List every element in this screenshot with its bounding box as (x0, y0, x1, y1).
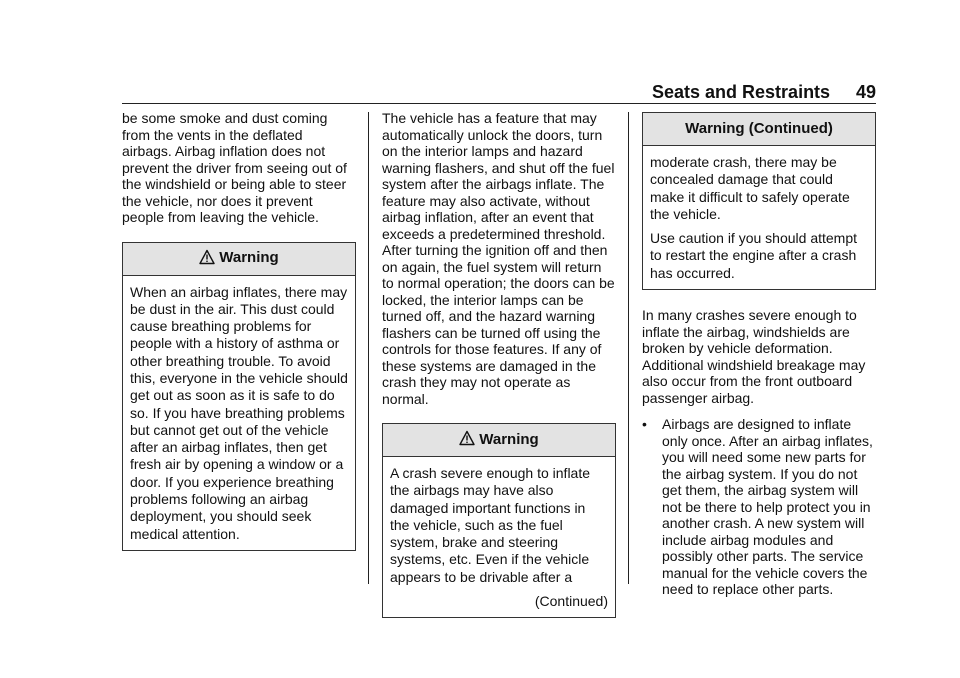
warning-body (643, 146, 875, 289)
warning-triangle-icon (459, 430, 475, 446)
body-paragraph: The vehicle has a feature that may automatically unlock the doors, turn on the interior lamps and hazard warning flashers, and shut off the fuel system after the airbags inflate. The feature may also activate, without airbag inflation, after an event that exceeds a predetermined threshold. After turning the ignition off and then on again, the fuel system will return to normal operation; the doors can be locked, the interior lamps can be turned off, and the hazard warning flashers can be turned off using the controls for those features. If any of these systems are damaged in the crash they may not operate as normal. (382, 110, 615, 407)
column-3 (642, 112, 876, 598)
header-rule (122, 103, 876, 104)
warning-header (123, 243, 355, 276)
warning-box (122, 242, 356, 551)
bullet-marker: • (642, 416, 647, 433)
warning-text: Use caution if you should attempt to restart the engine after a crash has occurred. (650, 230, 858, 281)
section-title: Seats and Restraints (652, 82, 831, 102)
warning-box-continued (642, 112, 876, 290)
warning-title: Warning (479, 430, 539, 448)
body-paragraph: In many crashes severe enough to inflate the airbag, windshields are broken by vehicle deformation. Additional windshield breakage may also occur from the front outboard passenger airbag. (642, 307, 866, 406)
column-2 (382, 110, 616, 618)
warning-text: A crash severe enough to inflate the airbags may have also damaged important functions in the vehicle, such as the fuel system, brake and steering systems, etc. Even if the vehicle appears to be drivable after a (390, 465, 591, 585)
warning-title: Warning (219, 249, 279, 267)
warning-text: When an airbag inflates, there may be dust in the air. This dust could cause breathing problems for people with a history of asthma or other breathing trouble. To avoid this, everyone in the vehicle should get out as soon as it is safe to do so. If you have breathing problems but cannot get out of the vehicle after an airbag inflates, then get fresh air by opening a window or a door. If you experience breathing problems following an airbag deployment, you should seek medical attention. (130, 283, 348, 542)
column-1 (122, 110, 356, 551)
continued-label: (Continued) (534, 593, 608, 610)
warning-header (643, 113, 875, 146)
body-paragraph: be some smoke and dust coming from the vents in the deflated airbags. Airbag inflation does not prevent the driver from seeing out of the windshield or being able to steer the vehicle, nor does it prevent people from leaving the vehicle. (122, 110, 347, 225)
warning-body (123, 276, 355, 550)
bullet-item (642, 416, 876, 598)
warning-text: moderate crash, there may be concealed damage that could make it difficult to safely operate the vehicle. (650, 154, 850, 222)
page-number: 49 (855, 82, 876, 102)
page-header (652, 82, 876, 104)
warning-body (383, 457, 615, 617)
warning-header (383, 424, 615, 457)
warning-box (382, 423, 616, 618)
column-separator-1 (368, 112, 369, 584)
warning-title: Warning (Continued) (685, 119, 833, 137)
column-separator-2 (628, 112, 629, 584)
bullet-text: Airbags are designed to inflate only once. After an airbag inflates, you will need some new parts for the airbag system. If you do not get them, the airbag system will not be there to help protect you in another crash. A new system will include airbag modules and possibly other parts. The service manual for the vehicle covers the need to replace other parts. (662, 416, 873, 598)
warning-triangle-icon (199, 249, 215, 265)
